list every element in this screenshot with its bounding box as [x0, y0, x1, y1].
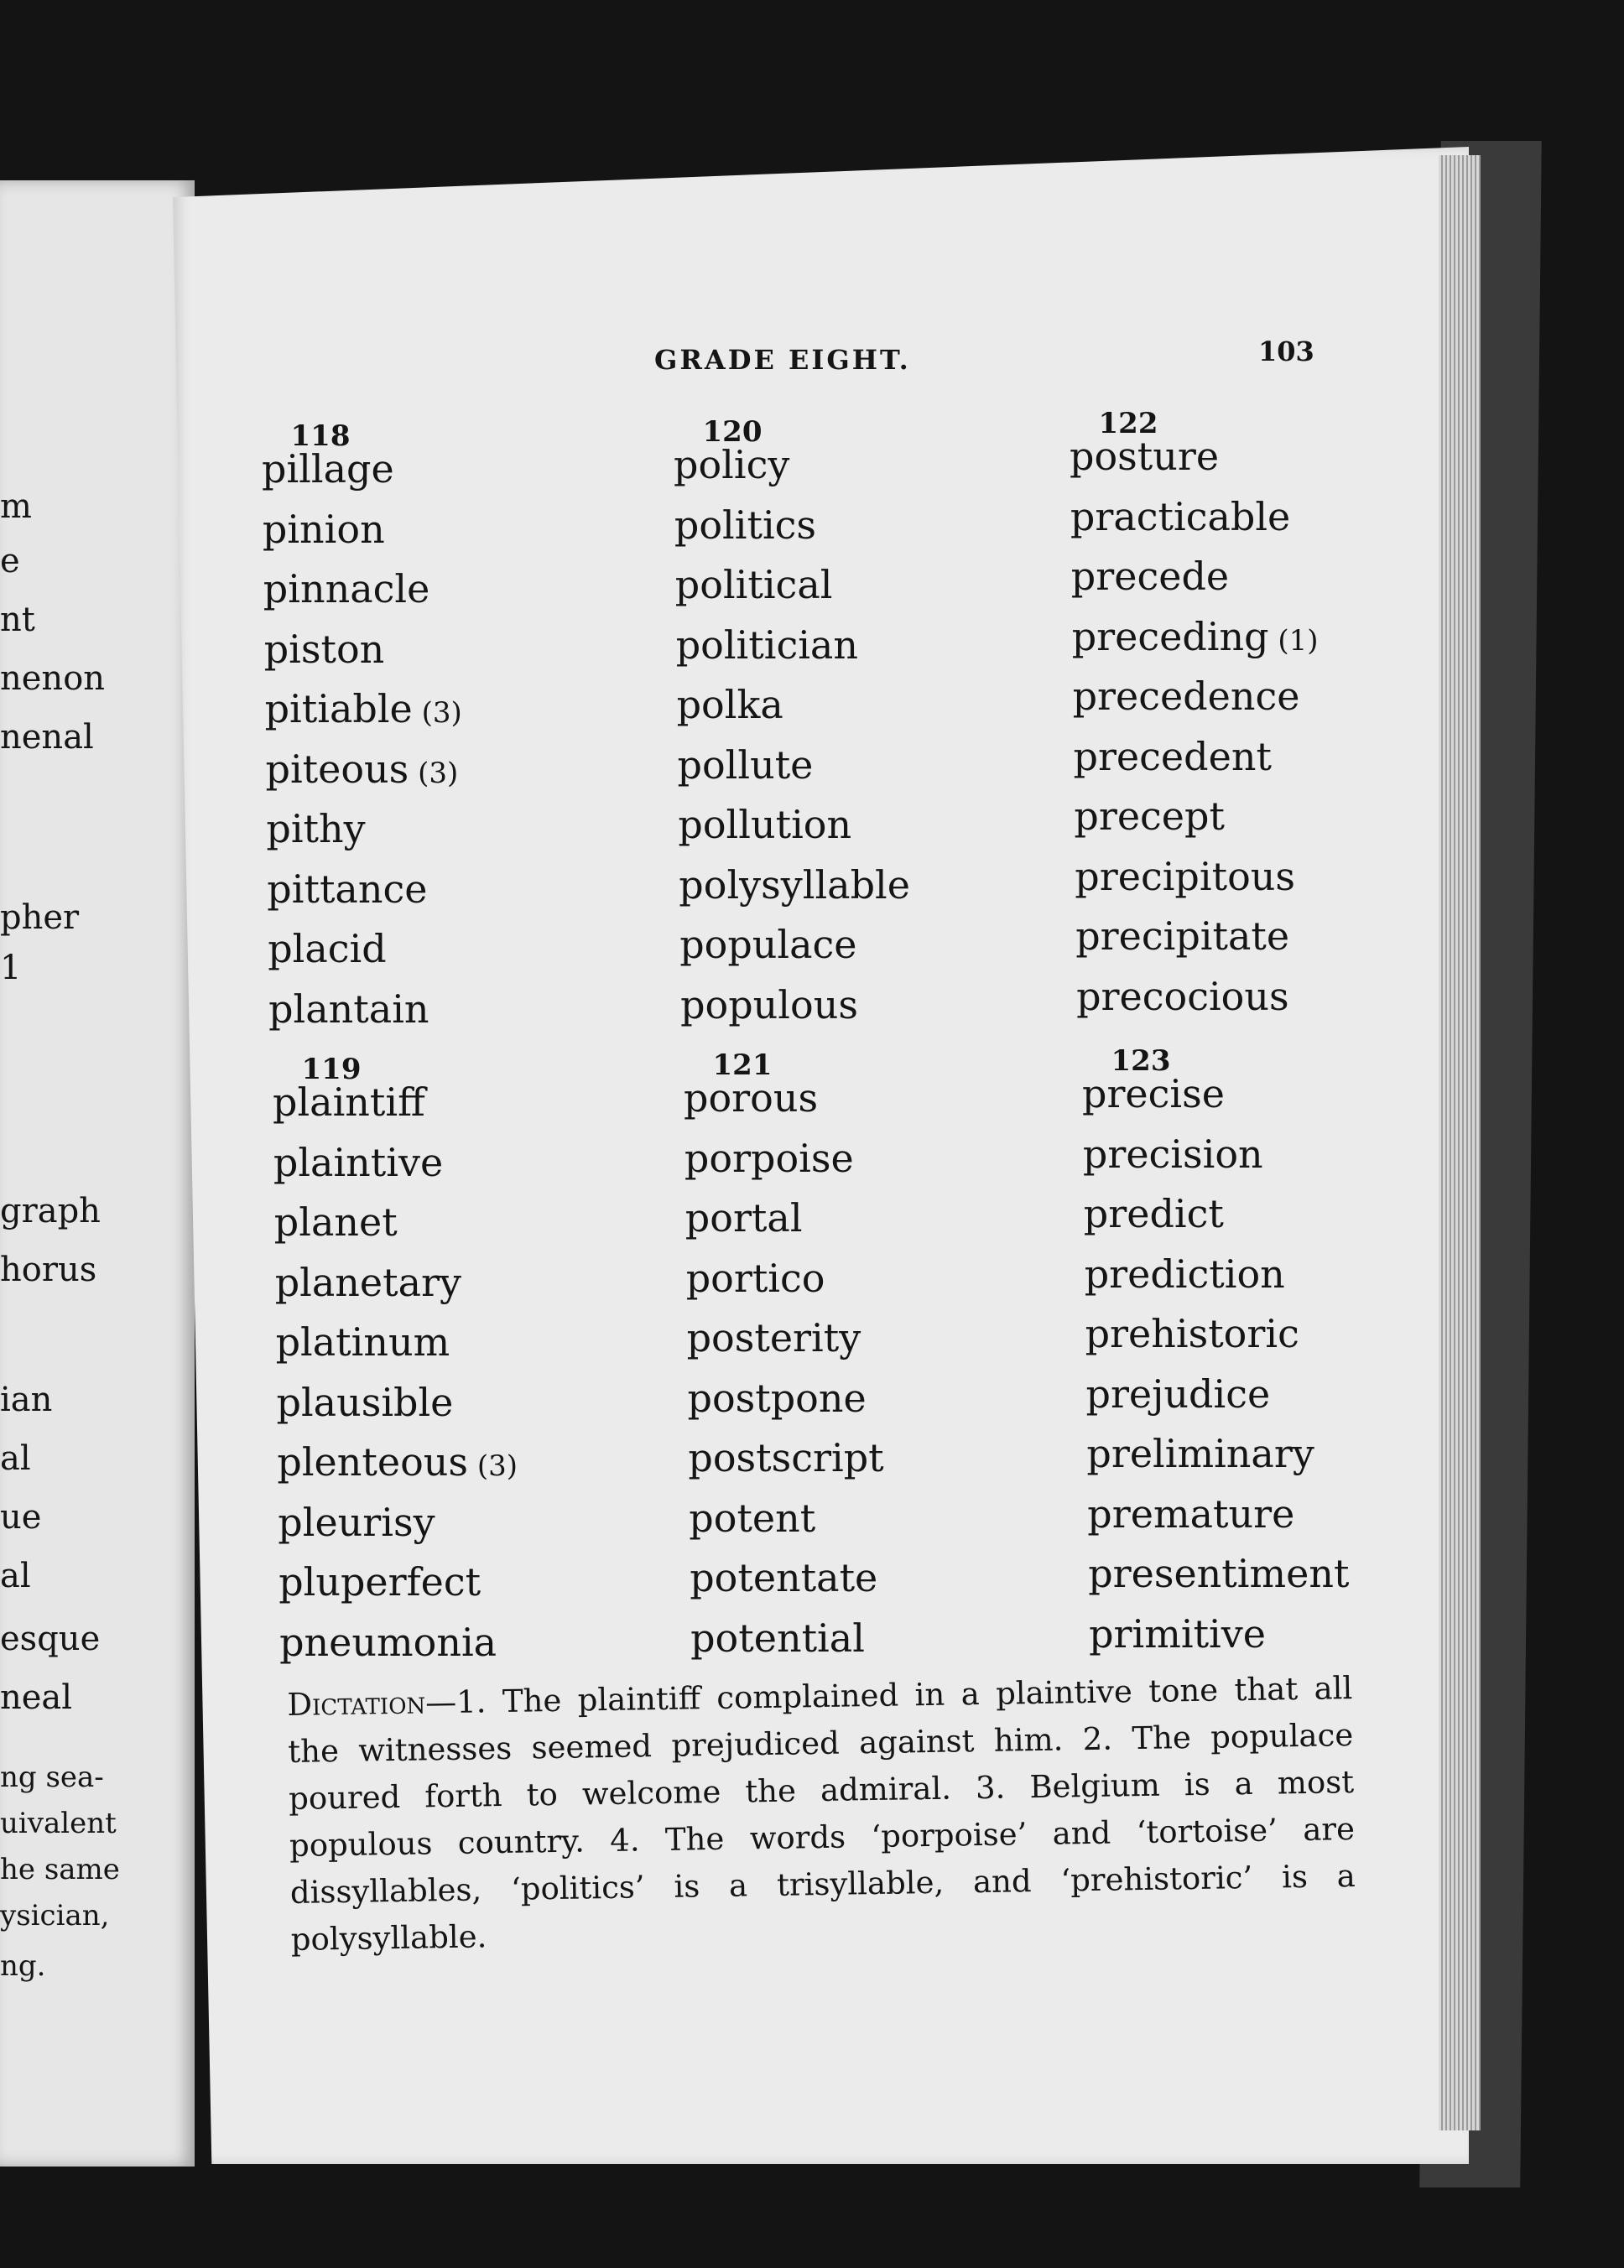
word-text: pluperfect	[278, 1559, 481, 1605]
word-text: preliminary	[1086, 1431, 1314, 1476]
spelling-word	[680, 982, 858, 1027]
spelling-word	[1072, 614, 1319, 659]
spelling-word	[674, 502, 816, 548]
word-text: precedent	[1073, 733, 1272, 779]
spelling-word	[1087, 1491, 1294, 1537]
word-text: precocious	[1076, 973, 1289, 1019]
word-text: potent	[689, 1495, 816, 1541]
word-text: practicable	[1070, 493, 1291, 539]
word-text: portico	[685, 1255, 825, 1301]
word-text: porpoise	[684, 1135, 854, 1181]
spelling-word	[1084, 1191, 1224, 1236]
left-page-text-fragment: e	[0, 542, 20, 580]
word-text: prehistoric	[1085, 1311, 1299, 1356]
word-text: pittance	[267, 866, 428, 912]
word-text: pinnacle	[263, 566, 430, 611]
left-page-text-fragment: horus	[0, 1251, 97, 1289]
word-text: precedence	[1072, 674, 1300, 719]
spelling-word	[1075, 913, 1289, 959]
word-text: populous	[680, 981, 858, 1027]
word-text: porous	[684, 1075, 819, 1121]
syllable-note: (3)	[468, 1449, 518, 1483]
syllable-note: (3)	[412, 696, 462, 730]
spelling-word	[674, 442, 789, 487]
left-page-text-fragment: graph	[0, 1192, 101, 1230]
word-text: potential	[690, 1615, 865, 1661]
spelling-word	[278, 1500, 435, 1545]
spelling-word	[679, 922, 856, 967]
left-page-text-fragment: ng sea-	[0, 1761, 104, 1794]
word-text: placid	[268, 926, 387, 971]
spelling-word	[688, 1376, 867, 1421]
spelling-word	[262, 446, 394, 492]
lesson-number: 123	[1111, 1044, 1171, 1078]
spelling-word	[276, 1319, 450, 1365]
spelling-word	[1085, 1251, 1285, 1297]
spelling-word	[267, 866, 427, 912]
left-page-text-fragment: 1	[0, 949, 22, 987]
spelling-word	[273, 1140, 443, 1185]
spelling-word	[686, 1256, 825, 1301]
spelling-word	[277, 1380, 454, 1425]
lesson-number: 119	[301, 1053, 362, 1086]
spelling-word	[1088, 1551, 1349, 1596]
lesson-number: 118	[290, 419, 351, 453]
spelling-word	[268, 926, 387, 971]
spelling-word	[675, 562, 833, 607]
spelling-word	[264, 627, 385, 672]
word-text: plausible	[276, 1379, 454, 1425]
spelling-word	[278, 1559, 481, 1605]
spelling-word	[266, 746, 459, 792]
word-text: preceding	[1071, 613, 1269, 659]
spelling-word	[1086, 1431, 1314, 1476]
spelling-word	[690, 1555, 877, 1600]
word-text: plenteous	[277, 1439, 469, 1485]
spelling-word	[268, 986, 429, 1032]
syllable-note: (1)	[1268, 623, 1319, 658]
lesson-number: 121	[712, 1048, 773, 1082]
word-text: pneumonia	[279, 1619, 497, 1665]
spelling-word	[1083, 1131, 1263, 1177]
spelling-word	[1071, 554, 1229, 599]
dictation-paragraph	[287, 1665, 1356, 1964]
word-text: portal	[684, 1195, 803, 1241]
word-text: politician	[675, 622, 858, 668]
word-text: predict	[1083, 1191, 1224, 1236]
spelling-word	[684, 1075, 818, 1121]
spelling-word	[263, 566, 430, 611]
lesson-number: 120	[702, 415, 763, 449]
page-edges	[1439, 155, 1481, 2130]
word-text: planet	[273, 1199, 398, 1245]
left-page-text-fragment: nenal	[0, 718, 94, 757]
spelling-word	[1074, 734, 1272, 779]
word-text: presentiment	[1088, 1551, 1350, 1596]
word-text: pithy	[266, 806, 366, 851]
spelling-word	[1085, 1311, 1299, 1356]
spelling-word	[1070, 434, 1219, 479]
word-text: precipitate	[1075, 913, 1290, 959]
left-page-text-fragment: ian	[0, 1381, 53, 1419]
spelling-word	[1086, 1371, 1271, 1417]
spelling-word	[1075, 854, 1295, 899]
word-text: platinum	[275, 1319, 450, 1365]
word-text: precision	[1082, 1131, 1263, 1177]
word-text: pleurisy	[278, 1499, 435, 1545]
word-text: plaintiff	[273, 1079, 425, 1125]
word-text: prejudice	[1085, 1371, 1271, 1417]
word-text: precept	[1074, 793, 1225, 839]
word-text: potentate	[690, 1555, 878, 1600]
spelling-word	[684, 1136, 854, 1181]
left-page-text-fragment: nt	[0, 601, 35, 639]
word-text: prediction	[1084, 1251, 1285, 1297]
word-text: politics	[674, 502, 817, 548]
word-text: pollution	[678, 802, 852, 847]
word-text: planetary	[274, 1259, 462, 1305]
left-page-text-fragment: al	[0, 1439, 31, 1478]
word-text: plantain	[268, 986, 429, 1032]
word-text: plaintive	[273, 1139, 444, 1185]
word-text: pinion	[262, 506, 385, 552]
spelling-word	[1073, 674, 1300, 719]
spelling-word	[1070, 494, 1290, 539]
word-text: piston	[263, 626, 385, 672]
spelling-word	[689, 1496, 815, 1541]
spelling-word	[273, 1079, 425, 1125]
spelling-word	[678, 802, 851, 847]
spelling-word	[274, 1199, 398, 1245]
word-text: postpone	[687, 1375, 867, 1421]
left-page	[0, 180, 195, 2167]
left-page-text-fragment: nenon	[0, 659, 106, 698]
word-text: primitive	[1089, 1610, 1266, 1657]
spelling-word	[690, 1615, 865, 1661]
spelling-word	[685, 1195, 803, 1241]
spelling-word	[263, 507, 385, 552]
word-text: premature	[1087, 1490, 1295, 1537]
left-page-text-fragment: uivalent	[0, 1807, 117, 1840]
word-text: posture	[1070, 434, 1220, 479]
running-head: GRADE EIGHT.	[654, 344, 911, 376]
word-text: precipitous	[1075, 853, 1295, 899]
spelling-word	[688, 1435, 883, 1480]
spelling-word	[687, 1315, 861, 1360]
lesson-number: 122	[1098, 407, 1158, 440]
spelling-word	[678, 742, 814, 788]
word-text: posterity	[686, 1315, 861, 1360]
spelling-word	[1074, 793, 1225, 839]
word-text: piteous	[265, 746, 409, 792]
left-page-text-fragment: esque	[0, 1620, 101, 1658]
spelling-word	[275, 1260, 461, 1305]
spelling-word	[277, 1439, 518, 1485]
word-text: pillage	[262, 446, 394, 492]
spelling-word	[266, 806, 365, 851]
word-text: precise	[1082, 1071, 1225, 1116]
spelling-word	[1076, 974, 1289, 1019]
left-page-text-fragment: al	[0, 1557, 31, 1595]
word-text: political	[674, 562, 833, 607]
syllable-note: (3)	[409, 756, 459, 790]
page-number: 103	[1258, 336, 1314, 367]
spelling-word	[1082, 1071, 1225, 1116]
spelling-word	[679, 862, 910, 908]
left-page-text-fragment: ng.	[0, 1949, 46, 1983]
left-page-text-fragment: he same	[0, 1853, 120, 1886]
left-page-text-fragment: m	[0, 487, 32, 526]
word-text: policy	[674, 442, 790, 487]
left-page-text-fragment: ue	[0, 1498, 42, 1537]
spelling-word	[279, 1620, 497, 1665]
word-text: populace	[679, 922, 857, 967]
word-text: pitiable	[264, 686, 413, 731]
left-page-text-fragment: ysician,	[0, 1899, 110, 1932]
spelling-word	[676, 622, 858, 668]
word-text: precede	[1070, 554, 1230, 599]
left-page-text-fragment: neal	[0, 1678, 73, 1717]
left-page-text-fragment: pher	[0, 898, 80, 937]
word-text: polysyllable	[679, 861, 910, 908]
spelling-word	[677, 682, 783, 727]
word-text: pollute	[677, 741, 814, 788]
dictation-text: —1. The plaintiff complained in a plaintive tone that all the witnesses seemed prejudiced against him. 2. The populace poured forth to welcome the admiral. 3. Belgium is a most populous country. 4. The words ‘porpoise’ and ‘tortoise’ are dissyllables, ‘politics’ is a trisyllable, and ‘prehistoric’ is a polysyllable.	[287, 1670, 1356, 1958]
spelling-word	[265, 686, 462, 731]
word-text: polka	[676, 682, 783, 727]
dictation-label: Dictation	[287, 1684, 426, 1723]
spelling-word	[1089, 1611, 1266, 1657]
word-text: postscript	[688, 1435, 884, 1480]
